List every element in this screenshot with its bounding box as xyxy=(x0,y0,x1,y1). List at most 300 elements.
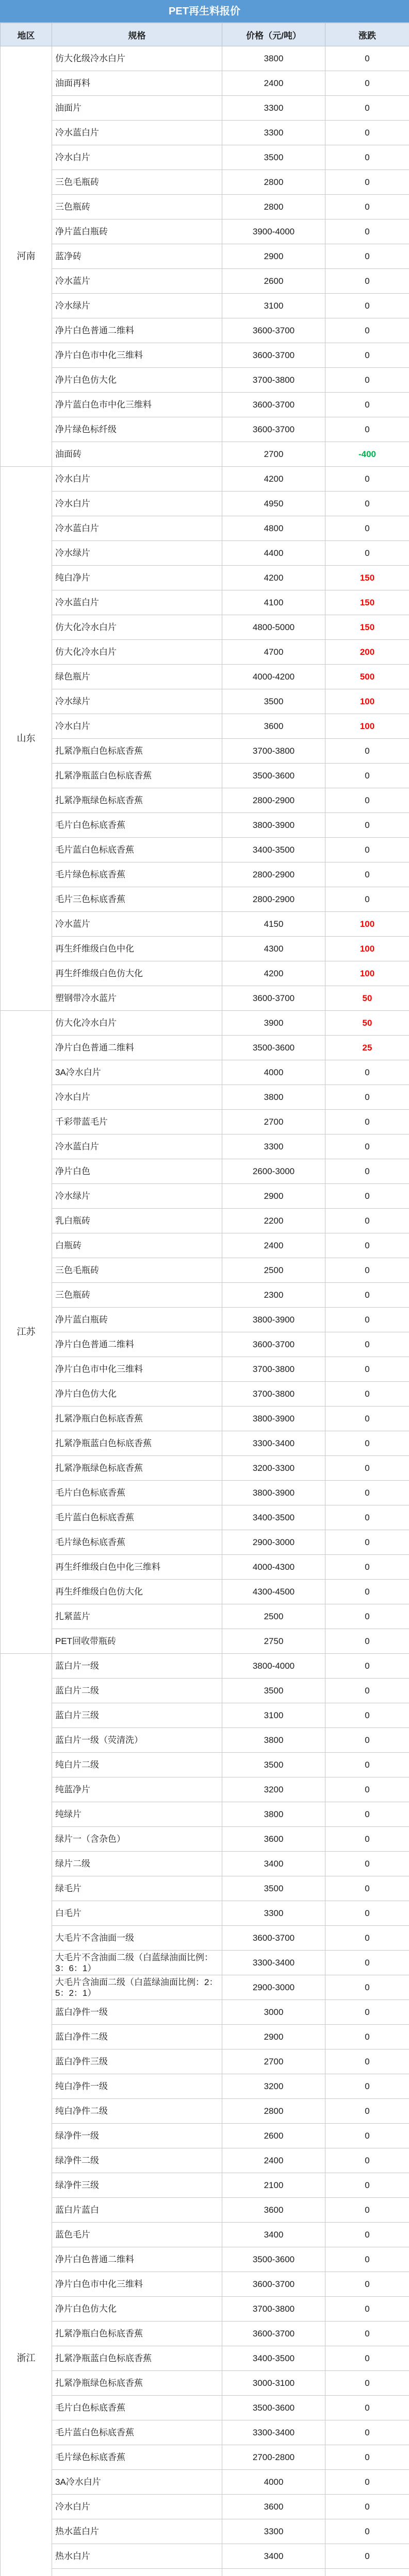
spec-cell: 净片蓝白色市中化三维料 xyxy=(52,393,222,417)
spec-cell: 毛片白色标底香蕉 xyxy=(52,1481,222,1505)
table-row xyxy=(1,2321,409,2346)
spec-cell: 绿净件二级 xyxy=(52,2148,222,2173)
table-row xyxy=(1,2544,409,2569)
change-cell: 0 xyxy=(325,1134,409,1159)
table-row xyxy=(1,1283,409,1308)
price-cell: 3500-3600 xyxy=(222,2247,325,2272)
spec-cell: 三色瓶砖 xyxy=(52,1283,222,1308)
spec-cell: 冷水蓝白片 xyxy=(52,121,222,145)
price-cell: 3800 xyxy=(222,46,325,71)
change-cell: 0 xyxy=(325,1456,409,1481)
price-cell: 3000 xyxy=(222,2000,325,2025)
table-row xyxy=(1,1802,409,1827)
change-cell: 0 xyxy=(325,1530,409,1555)
price-cell: 4000 xyxy=(222,1060,325,1085)
table-row xyxy=(1,1233,409,1258)
table-row xyxy=(1,1555,409,1580)
spec-cell: 白毛片 xyxy=(52,1901,222,1926)
spec-cell: 扎紧净瓶白色标底香蕉 xyxy=(52,2321,222,2346)
price-cell: 2800-2900 xyxy=(222,887,325,912)
table-row xyxy=(1,986,409,1011)
price-cell: 4300 xyxy=(222,937,325,961)
change-cell: 0 xyxy=(325,1505,409,1530)
change-cell: 0 xyxy=(325,1580,409,1604)
change-cell: 0 xyxy=(325,121,409,145)
spec-cell: 净片绿色标纤级 xyxy=(52,417,222,442)
change-cell: 0 xyxy=(325,788,409,813)
table-row xyxy=(1,961,409,986)
table-row xyxy=(1,2247,409,2272)
spec-cell: 扎紧净瓶蓝白色标底香蕉 xyxy=(52,1431,222,1456)
spec-cell: 扎紧净瓶绿色标底香蕉 xyxy=(52,1456,222,1481)
change-cell: 0 xyxy=(325,2445,409,2470)
change-cell: 25 xyxy=(325,1036,409,1060)
price-cell: 3700-3800 xyxy=(222,1382,325,1406)
spec-cell: 3A冷水白片 xyxy=(52,1060,222,1085)
table-row xyxy=(1,1085,409,1110)
change-cell: 0 xyxy=(325,2396,409,2420)
region-cell: 浙江 xyxy=(1,1654,52,2576)
change-cell: 0 xyxy=(325,1654,409,1679)
table-row xyxy=(1,1258,409,1283)
table-row xyxy=(1,1876,409,1901)
spec-cell: 纯蓝净片 xyxy=(52,1777,222,1802)
table-row xyxy=(1,2420,409,2445)
table-row xyxy=(1,2445,409,2470)
price-cell: 3800 xyxy=(222,1085,325,1110)
spec-cell: 净片白色 xyxy=(52,1159,222,1184)
change-cell: 0 xyxy=(325,2470,409,2495)
table-row xyxy=(1,2297,409,2321)
spec-cell: 净片白色普通二维料 xyxy=(52,318,222,343)
table-row xyxy=(1,1728,409,1753)
spec-cell: 油面砖 xyxy=(52,442,222,467)
price-cell: 3500 xyxy=(222,1679,325,1703)
price-cell: 2200 xyxy=(222,1209,325,1233)
price-cell: 3400 xyxy=(222,2223,325,2247)
change-cell: 0 xyxy=(325,1926,409,1951)
table-row xyxy=(1,1456,409,1481)
spec-cell: 冷水蓝白片 xyxy=(52,590,222,615)
table-row xyxy=(1,1332,409,1357)
price-cell: 3800-4000 xyxy=(222,1654,325,1679)
price-cell: 2800 xyxy=(222,170,325,195)
spec-cell: 热水蓝白片 xyxy=(52,2519,222,2544)
table-row xyxy=(1,1382,409,1406)
price-cell: 4400 xyxy=(222,541,325,566)
price-cell: 2900 xyxy=(222,244,325,269)
price-cell: 3700-3800 xyxy=(222,2297,325,2321)
change-cell: 500 xyxy=(325,665,409,689)
spec-cell: 毛片蓝白色标底香蕉 xyxy=(52,1505,222,1530)
price-cell: 3400-3500 xyxy=(222,1505,325,1530)
price-cell: 3600 xyxy=(222,2495,325,2519)
spec-cell: 绿片二级 xyxy=(52,1852,222,1876)
price-cell: 3600-3700 xyxy=(222,343,325,368)
table-row xyxy=(1,2049,409,2074)
spec-cell: 净片白色市中化三维料 xyxy=(52,2272,222,2297)
change-cell: 0 xyxy=(325,467,409,492)
price-cell: 3600-3700 xyxy=(222,1926,325,1951)
price-cell: 2800-2900 xyxy=(222,788,325,813)
price-cell: 3600 xyxy=(222,1827,325,1852)
price-cell: 2500 xyxy=(222,1258,325,1283)
change-cell: 0 xyxy=(325,764,409,788)
price-cell: 3600-3700 xyxy=(222,1332,325,1357)
price-cell: 2800-2900 xyxy=(222,862,325,887)
table-row xyxy=(1,2569,409,2576)
price-cell: 4200 xyxy=(222,566,325,590)
change-cell: 0 xyxy=(325,838,409,862)
spec-cell: 再生纤维级白色中化 xyxy=(52,937,222,961)
change-cell: 0 xyxy=(325,269,409,294)
table-row xyxy=(1,640,409,665)
table-row xyxy=(1,2198,409,2223)
price-cell: 2800 xyxy=(222,2099,325,2124)
change-cell: 0 xyxy=(325,2519,409,2544)
table-row xyxy=(1,1827,409,1852)
spec-cell: 扎紧净瓶白色标底香蕉 xyxy=(52,739,222,764)
table-row xyxy=(1,2519,409,2544)
spec-cell: 纯白净件一级 xyxy=(52,2074,222,2099)
table-row xyxy=(1,2223,409,2247)
spec-cell: 绿片一（含杂色） xyxy=(52,1827,222,1852)
change-cell: 0 xyxy=(325,1431,409,1456)
price-cell: 2600 xyxy=(222,269,325,294)
change-cell: 0 xyxy=(325,541,409,566)
table-row xyxy=(1,2074,409,2099)
price-cell: 3400-3500 xyxy=(222,838,325,862)
header-change: 涨跌 xyxy=(325,23,409,46)
table-row xyxy=(1,1011,409,1036)
spec-cell: PET回收带瓶砖 xyxy=(52,1629,222,1654)
price-cell: 3600-3700 xyxy=(222,417,325,442)
price-cell: 3900-4000 xyxy=(222,219,325,244)
change-cell: 0 xyxy=(325,219,409,244)
table-row xyxy=(1,590,409,615)
table-row xyxy=(1,1159,409,1184)
table-row xyxy=(1,1679,409,1703)
price-cell: 3600-3700 xyxy=(222,986,325,1011)
header-region: 地区 xyxy=(1,23,52,46)
spec-cell: 冷水白片 xyxy=(52,145,222,170)
table-row xyxy=(1,244,409,269)
change-cell: 0 xyxy=(325,1085,409,1110)
price-cell: 2400 xyxy=(222,2148,325,2173)
price-cell: 3300-3400 xyxy=(222,2420,325,2445)
change-cell: 100 xyxy=(325,689,409,714)
price-cell: 3400-3500 xyxy=(222,2346,325,2371)
price-cell: 3700-3800 xyxy=(222,1357,325,1382)
spec-cell: 热水白片 xyxy=(52,2544,222,2569)
table-row xyxy=(1,838,409,862)
spec-cell: 毛片蓝白色标底香蕉 xyxy=(52,2420,222,2445)
change-cell: 0 xyxy=(325,393,409,417)
price-cell: 2700-2800 xyxy=(222,2445,325,2470)
price-cell: 2700 xyxy=(222,442,325,467)
price-cell: 3500 xyxy=(222,689,325,714)
change-cell: 0 xyxy=(325,417,409,442)
spec-cell: 蓝白片三级 xyxy=(52,1703,222,1728)
spec-cell: 纯白净件二级 xyxy=(52,2099,222,2124)
table-row xyxy=(1,1753,409,1777)
spec-cell: 净片白色市中化三维料 xyxy=(52,343,222,368)
table-row xyxy=(1,665,409,689)
change-cell: 0 xyxy=(325,2321,409,2346)
spec-cell: 蓝白片一级（荧清洗） xyxy=(52,1728,222,1753)
spec-cell: 冷水蓝片 xyxy=(52,912,222,937)
spec-cell: 绿毛片 xyxy=(52,1876,222,1901)
price-cell: 2900 xyxy=(222,1184,325,1209)
price-cell: 3400 xyxy=(222,2544,325,2569)
spec-cell: 毛片绿色标底香蕉 xyxy=(52,862,222,887)
table-title: PET再生料报价 xyxy=(0,0,409,23)
price-table xyxy=(0,23,409,2576)
price-cell: 3500-3600 xyxy=(222,2396,325,2420)
price-cell: 4300-4500 xyxy=(222,1580,325,1604)
spec-cell: 冷水白片 xyxy=(52,492,222,516)
change-cell: 0 xyxy=(325,2272,409,2297)
price-cell: 3700-3800 xyxy=(222,368,325,393)
spec-cell: 毛片绿色标底香蕉 xyxy=(52,2445,222,2470)
spec-cell: 油面再料 xyxy=(52,71,222,96)
price-cell: 3600 xyxy=(222,714,325,739)
spec-cell: 冷水白片 xyxy=(52,2495,222,2519)
table-row xyxy=(1,912,409,937)
price-cell: 3200 xyxy=(222,2074,325,2099)
price-cell: 2600 xyxy=(222,2124,325,2148)
price-cell: 2900-3000 xyxy=(222,1530,325,1555)
spec-cell: 乳白瓶砖 xyxy=(52,1209,222,1233)
spec-cell: 蓝净砖 xyxy=(52,244,222,269)
change-cell: 0 xyxy=(325,1332,409,1357)
change-cell: 100 xyxy=(325,937,409,961)
table-row xyxy=(1,1777,409,1802)
spec-cell: 毛片三色标底香蕉 xyxy=(52,887,222,912)
price-cell: 3800-3900 xyxy=(222,813,325,838)
spec-cell: 毛片白色标底香蕉 xyxy=(52,813,222,838)
spec-cell: 仿大化冷水白片 xyxy=(52,1011,222,1036)
spec-cell: 扎紧净瓶绿色标底香蕉 xyxy=(52,2371,222,2396)
price-cell: 3200-3300 xyxy=(222,1456,325,1481)
change-cell: 0 xyxy=(325,1629,409,1654)
price-cell: 2700 xyxy=(222,2049,325,2074)
spec-cell: 油面片 xyxy=(52,96,222,121)
table-row xyxy=(1,1505,409,1530)
change-cell: 0 xyxy=(325,2371,409,2396)
price-cell: 4200 xyxy=(222,467,325,492)
change-cell: 150 xyxy=(325,615,409,640)
change-cell: 100 xyxy=(325,912,409,937)
table-row xyxy=(1,1926,409,1951)
price-cell: 2900 xyxy=(222,2025,325,2049)
change-cell xyxy=(325,2569,409,2576)
change-cell: 0 xyxy=(325,294,409,318)
spec-cell: 净片白色市中化三维料 xyxy=(52,1357,222,1382)
price-cell: 3300 xyxy=(222,1134,325,1159)
change-cell: 0 xyxy=(325,2544,409,2569)
change-cell: 0 xyxy=(325,318,409,343)
spec-cell: 绿净件三级 xyxy=(52,2173,222,2198)
change-cell: 0 xyxy=(325,1604,409,1629)
table-row xyxy=(1,2025,409,2049)
change-cell: 0 xyxy=(325,862,409,887)
table-row xyxy=(1,294,409,318)
table-row xyxy=(1,2396,409,2420)
spec-cell xyxy=(52,2569,222,2576)
price-cell: 2500 xyxy=(222,1604,325,1629)
table-row xyxy=(1,492,409,516)
change-cell: 0 xyxy=(325,1308,409,1332)
spec-cell: 蓝白片二级 xyxy=(52,1679,222,1703)
table-row xyxy=(1,145,409,170)
price-cell: 3000-3100 xyxy=(222,2371,325,2396)
price-cell: 3300 xyxy=(222,1901,325,1926)
spec-cell: 纯白片二级 xyxy=(52,1753,222,1777)
table-row xyxy=(1,269,409,294)
change-cell: 0 xyxy=(325,1481,409,1505)
change-cell: 0 xyxy=(325,1159,409,1184)
table-row xyxy=(1,2371,409,2396)
change-cell: 0 xyxy=(325,1703,409,1728)
price-cell: 3800-3900 xyxy=(222,1481,325,1505)
price-cell: 2750 xyxy=(222,1629,325,1654)
price-cell: 3600-3700 xyxy=(222,2321,325,2346)
change-cell: 0 xyxy=(325,2495,409,2519)
change-cell: 0 xyxy=(325,1802,409,1827)
price-cell: 4000-4200 xyxy=(222,665,325,689)
spec-cell: 千彩带蓝毛片 xyxy=(52,1110,222,1134)
change-cell: 0 xyxy=(325,492,409,516)
spec-cell: 扎紧净瓶蓝白色标底香蕉 xyxy=(52,2346,222,2371)
table-row xyxy=(1,318,409,343)
spec-cell: 仿大化冷水白片 xyxy=(52,615,222,640)
spec-cell: 蓝白净件二级 xyxy=(52,2025,222,2049)
price-cell: 3300 xyxy=(222,2519,325,2544)
spec-cell: 再生纤维级白色中化三维料 xyxy=(52,1555,222,1580)
change-cell: 0 xyxy=(325,1679,409,1703)
spec-cell: 蓝白片一级 xyxy=(52,1654,222,1679)
table-row xyxy=(1,1654,409,1679)
region-cell: 河南 xyxy=(1,46,52,467)
change-cell: 0 xyxy=(325,1357,409,1382)
table-row xyxy=(1,714,409,739)
spec-cell: 净片白色普通二维料 xyxy=(52,1036,222,1060)
table-row xyxy=(1,1308,409,1332)
header-price: 价格（元/吨） xyxy=(222,23,325,46)
spec-cell: 冷水白片 xyxy=(52,714,222,739)
change-cell: 0 xyxy=(325,195,409,219)
price-cell: 3500 xyxy=(222,1876,325,1901)
spec-cell: 纯白净片 xyxy=(52,566,222,590)
price-cell: 3600 xyxy=(222,2198,325,2223)
spec-cell: 绿色瓶片 xyxy=(52,665,222,689)
table-row xyxy=(1,393,409,417)
table-row xyxy=(1,2272,409,2297)
spec-cell: 净片蓝白瓶砖 xyxy=(52,219,222,244)
table-row xyxy=(1,2173,409,2198)
region-cell: 山东 xyxy=(1,467,52,1011)
table-row xyxy=(1,2495,409,2519)
change-cell: 0 xyxy=(325,71,409,96)
table-row xyxy=(1,2099,409,2124)
change-cell: 150 xyxy=(325,566,409,590)
change-cell: 0 xyxy=(325,1110,409,1134)
table-row xyxy=(1,739,409,764)
table-row xyxy=(1,1580,409,1604)
change-cell: 0 xyxy=(325,368,409,393)
price-cell: 2600-3000 xyxy=(222,1159,325,1184)
price-cell: 4000-4300 xyxy=(222,1555,325,1580)
change-cell: 0 xyxy=(325,2420,409,2445)
table-row xyxy=(1,1629,409,1654)
change-cell: 0 xyxy=(325,2297,409,2321)
spec-cell: 大毛片不含油面二级（白蓝绿油面比例：3：6：1） xyxy=(52,1951,222,1975)
price-cell: 4150 xyxy=(222,912,325,937)
spec-cell: 蓝白净件一级 xyxy=(52,2000,222,2025)
spec-cell: 再生纤维级白色仿大化 xyxy=(52,961,222,986)
price-cell: 4800-5000 xyxy=(222,615,325,640)
table-row xyxy=(1,1110,409,1134)
change-cell: 50 xyxy=(325,986,409,1011)
change-cell: 0 xyxy=(325,1233,409,1258)
price-cell: 3500 xyxy=(222,145,325,170)
price-cell: 3100 xyxy=(222,1703,325,1728)
spec-cell: 冷水蓝白片 xyxy=(52,516,222,541)
spec-cell: 3A冷水白片 xyxy=(52,2470,222,2495)
table-row xyxy=(1,170,409,195)
price-cell: 3800-3900 xyxy=(222,1406,325,1431)
price-cell: 4800 xyxy=(222,516,325,541)
price-cell: 4000 xyxy=(222,2470,325,2495)
change-cell: 0 xyxy=(325,2124,409,2148)
spec-cell: 毛片白色标底香蕉 xyxy=(52,2396,222,2420)
table-row xyxy=(1,615,409,640)
change-cell: 0 xyxy=(325,2148,409,2173)
table-row xyxy=(1,1036,409,1060)
spec-cell: 毛片绿色标底香蕉 xyxy=(52,1530,222,1555)
price-cell: 3300 xyxy=(222,96,325,121)
change-cell: 0 xyxy=(325,343,409,368)
change-cell: 0 xyxy=(325,739,409,764)
table-row xyxy=(1,1134,409,1159)
spec-cell: 冷水绿片 xyxy=(52,1184,222,1209)
table-row xyxy=(1,689,409,714)
table-row xyxy=(1,343,409,368)
spec-cell: 大毛片含油面二级（白蓝绿油面比例：2：5：2：1） xyxy=(52,1975,222,2000)
table-header xyxy=(1,23,409,46)
table-row xyxy=(1,1357,409,1382)
table-row xyxy=(1,219,409,244)
table-row xyxy=(1,516,409,541)
table-row xyxy=(1,1604,409,1629)
change-cell: 0 xyxy=(325,887,409,912)
price-cell: 3600-3700 xyxy=(222,318,325,343)
table-row xyxy=(1,813,409,838)
change-cell: 0 xyxy=(325,170,409,195)
table-row xyxy=(1,2470,409,2495)
change-cell: 0 xyxy=(325,2049,409,2074)
table-row xyxy=(1,368,409,393)
spec-cell: 冷水白片 xyxy=(52,467,222,492)
spec-cell: 冷水绿片 xyxy=(52,689,222,714)
table-row xyxy=(1,1901,409,1926)
table-row xyxy=(1,2346,409,2371)
price-cell: 3400 xyxy=(222,1852,325,1876)
spec-cell: 净片白色仿大化 xyxy=(52,368,222,393)
price-cell: 2700 xyxy=(222,1110,325,1134)
spec-cell: 再生纤维级白色仿大化 xyxy=(52,1580,222,1604)
